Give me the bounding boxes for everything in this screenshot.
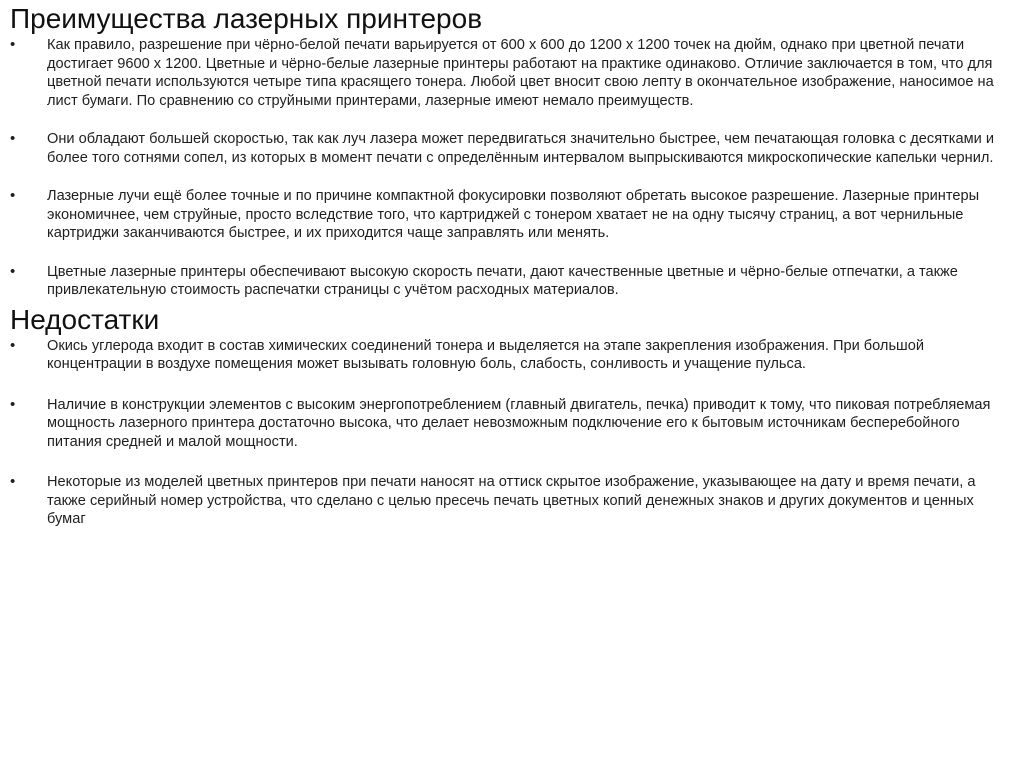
- advantage-text-1: Как правило, разрешение при чёрно-белой печати варьируется от 600 х 600 до 1200 х 1200 точек на дюйм, однако при цветной печати достигает 9600 х 1200. Цветные и чёрно-белые лазерные принтеры работают на практике одинаково. Отличие заключается в том, что для цветной печати используются четыре типа красящего тонера. Любой цвет вносит свою лепту в окончательное изображение, наносимое на лист бумаги. По сравнению со струйными принтерами, лазерные имеют немало преимуществ.: [47, 37, 994, 109]
- bullet-marker: •: [10, 130, 16, 147]
- advantage-text-2: Они обладают большей скоростью, так как луч лазера может передвигаться значительно быстрее, чем печатающая головка с десятками и более того сотнями сопел, из которых в момент печати с определённым интервалом выпрыскиваются микроскопические капельки чернил.: [47, 131, 995, 166]
- advantages-heading: Преимущества лазерных принтеров: [10, 3, 483, 34]
- bullet-marker: •: [10, 36, 16, 53]
- disadvantages-list: [10, 337, 1010, 529]
- bullet-marker: •: [10, 473, 16, 490]
- bullet-marker: •: [10, 187, 16, 204]
- disadvantages-section: [10, 303, 1010, 529]
- advantage-text-3: Лазерные лучи ещё более точные и по причине компактной фокусировки позволяют обретать высокое разрешение. Лазерные принтеры экономичнее, чем струйные, просто вследствие того, что картриджей с тонером хватает не на одну тысячу страниц, а вот чернильные картриджи заканчиваются быстрее, и их приходится чаще заправлять или менять.: [47, 188, 980, 241]
- bullet-marker: •: [10, 395, 16, 413]
- disadvantage-item-1: [10, 337, 1010, 374]
- disadvantage-text-1: Окись углерода входит в состав химических соединений тонера и выделяется на этапе закрепления изображения. При большой концентрации в воздухе помещения может вызывать головную боль, слабость, сонливость и учащение пульса.: [47, 337, 925, 372]
- disadvantage-item-2: [10, 396, 1010, 452]
- advantages-section: [10, 2, 1010, 300]
- advantage-item-3: [10, 187, 1010, 243]
- advantage-item-4: [10, 263, 1010, 300]
- advantage-item-1: [10, 36, 1010, 110]
- disadvantage-item-3: [10, 473, 1010, 529]
- advantages-list: [10, 36, 1010, 300]
- disadvantage-text-2: Наличие в конструкции элементов с высоким энергопотреблением (главный двигатель, печка) приводит к тому, что пиковая потребляемая мощность лазерного принтера достаточно высока, что делает невозможным подключение его к бытовым источникам бесперебойного питания средней и малой мощности.: [47, 396, 991, 450]
- bullet-marker: •: [10, 336, 16, 354]
- advantage-text-4: Цветные лазерные принтеры обеспечивают высокую скорость печати, дают качественные цветные и чёрно-белые отпечатки, а также привлекательную стоимость распечатки страницы с учётом расходных материалов.: [47, 263, 958, 298]
- disadvantages-heading: Недостатки: [10, 303, 160, 335]
- bullet-marker: •: [10, 262, 16, 280]
- advantage-item-2: [10, 130, 1010, 167]
- disadvantage-text-3: Некоторые из моделей цветных принтеров при печати наносят на оттиск скрытое изображение, указывающее на дату и время печати, а также серийный номер устройства, что сделано с целью пресечь печать цветных копий денежных знаков и других документов и ценных бумаг: [47, 474, 976, 527]
